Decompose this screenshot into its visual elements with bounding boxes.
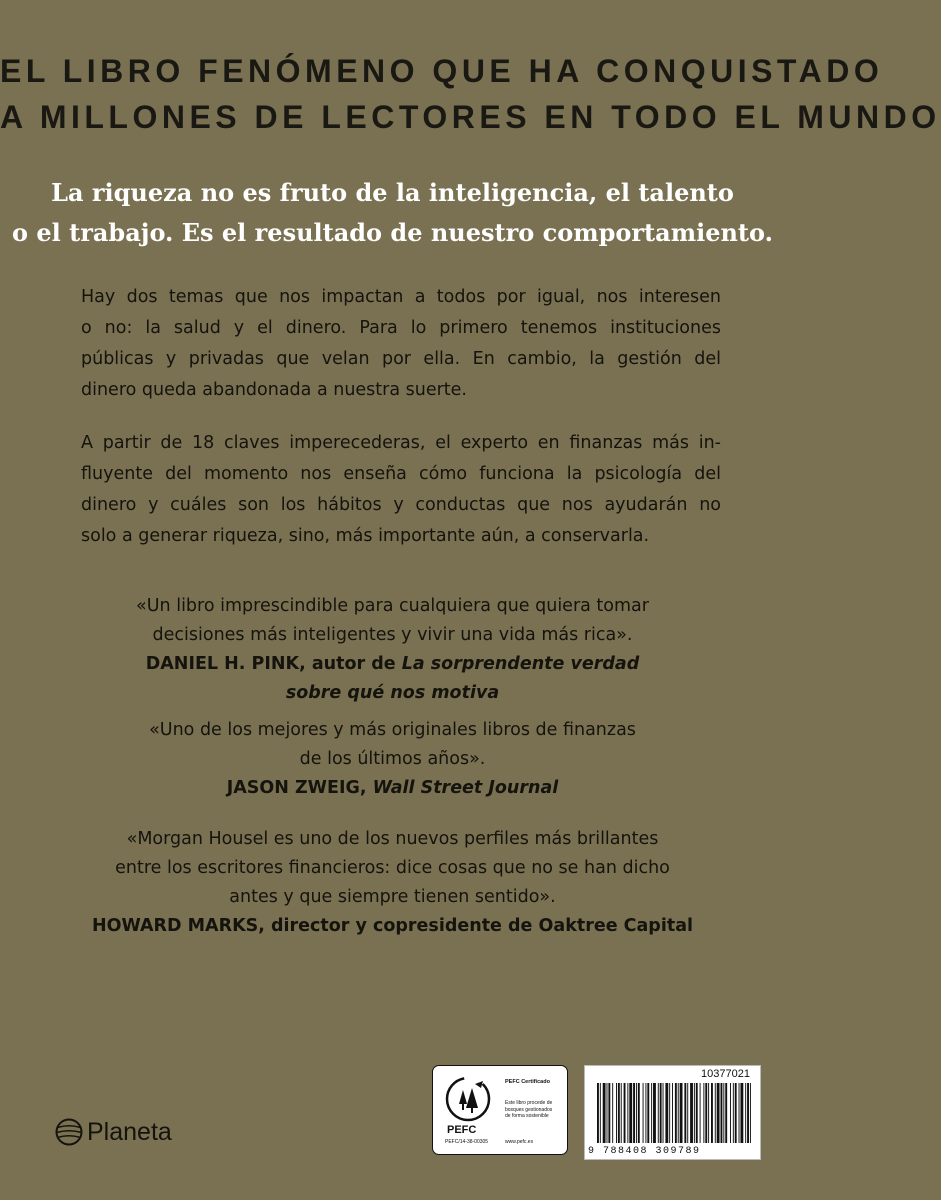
barcode-bar [705, 1083, 707, 1143]
quote-line: «Morgan Housel es uno de los nuevos perfiles más brillantes [126, 829, 659, 849]
barcode-bar [627, 1083, 628, 1143]
publisher-name: Planeta [87, 1117, 172, 1146]
barcode-bar [694, 1083, 695, 1143]
barcode-bar [725, 1083, 727, 1143]
headline-line-1: EL LIBRO FENÓMENO QUE HA CONQUISTADO [0, 53, 884, 89]
barcode-bar [740, 1083, 743, 1143]
quote-line: de los últimos años». [299, 749, 486, 769]
planeta-globe-icon [54, 1117, 84, 1147]
barcode-bar [663, 1083, 664, 1143]
pefc-desc-line: de forma sostenible [505, 1113, 549, 1119]
barcode-bar [747, 1083, 749, 1143]
barcode-bar [672, 1083, 673, 1143]
barcode-bar [629, 1083, 632, 1143]
paragraph-2 [81, 428, 721, 552]
author-work: La sorprendente verdad [401, 654, 640, 674]
barcode-bar [636, 1083, 637, 1143]
barcode-bar [717, 1083, 720, 1143]
subheadline-line-2: o el trabajo. Es el resultado de nuestro comportamiento. [12, 218, 773, 247]
paragraph-line: dinero queda abandonada a nuestra suerte. [81, 380, 467, 400]
barcode-bar [690, 1083, 693, 1143]
barcode-bar [723, 1083, 724, 1143]
barcode-bar [703, 1083, 704, 1143]
paragraph-1 [81, 282, 721, 406]
barcode-bar [708, 1083, 709, 1143]
quote-author [40, 912, 745, 941]
quote-line: «Uno de los mejores y más originales libros de finanzas [149, 720, 636, 740]
pefc-title: PEFC Certificado [505, 1079, 550, 1085]
paragraph-line: solo a generar riqueza, sino, más importante aún, a conservarla. [81, 526, 650, 546]
barcode-bar [645, 1083, 646, 1143]
barcode-bar [687, 1083, 688, 1143]
headline [0, 48, 941, 140]
barcode-bar [651, 1083, 652, 1143]
author-work: Wall Street Journal [372, 778, 559, 798]
barcode-bar [643, 1083, 644, 1143]
subheadline [0, 173, 785, 253]
paragraph-line: A partir de 18 claves imperecederas, el experto en finanzas más in- [81, 433, 721, 453]
barcode-bars [597, 1083, 752, 1143]
paragraph-line: Hay dos temas que nos impactan a todos por igual, nos interesen [81, 287, 721, 307]
author-name: HOWARD MARKS [91, 916, 259, 936]
headline-line-2: A MILLONES DE LECTORES EN TODO EL MUNDO [0, 99, 941, 135]
barcode-bar [616, 1083, 617, 1143]
barcode-bar [680, 1083, 683, 1143]
pefc-certification-label [432, 1065, 568, 1155]
quote-line: antes y que siempre tienen sentido». [229, 887, 556, 907]
author-name: JASON ZWEIG [226, 778, 360, 798]
isbn-barcode [584, 1065, 761, 1160]
barcode-isbn: 9 788408 309789 [588, 1146, 701, 1157]
barcode-bar [721, 1083, 723, 1143]
subheadline-line-1: La riqueza no es fruto de la inteligencia, el talento [51, 178, 734, 207]
barcode-bar [624, 1083, 626, 1143]
paragraph-line: o no: la salud y el dinero. Para lo primero tenemos instituciones [81, 318, 721, 338]
barcode-bar [618, 1083, 620, 1143]
barcode-bar [700, 1083, 701, 1143]
quote-author [40, 774, 745, 803]
quote-author-work-cont [40, 679, 745, 708]
quote-author [40, 650, 745, 679]
publisher-logo [54, 1117, 172, 1147]
barcode-bar [603, 1083, 606, 1143]
barcode-bar [733, 1083, 734, 1143]
barcode-bar [735, 1083, 737, 1143]
barcode-bar [678, 1083, 679, 1143]
author-name: DANIEL H. PINK [145, 654, 300, 674]
author-work: sobre qué nos motiva [285, 683, 500, 703]
author-role: , autor de [299, 654, 402, 674]
barcode-bar [597, 1083, 599, 1143]
pefc-desc-line: Este libro procede de [505, 1100, 553, 1106]
barcode-bar [715, 1083, 716, 1143]
barcode-bar [660, 1083, 662, 1143]
quote-pink [40, 592, 745, 708]
barcode-bar [621, 1083, 622, 1143]
barcode-bar [647, 1083, 649, 1143]
quote-zweig [40, 716, 745, 803]
barcode-bar [638, 1083, 640, 1143]
paragraph-line: fluyente del momento nos enseña cómo funciona la psicología del [81, 464, 721, 484]
pefc-website: www.pefc.es [505, 1139, 534, 1145]
quote-marks [40, 825, 745, 941]
quote-line: decisiones más inteligentes y vivir una vida más rica». [152, 625, 633, 645]
barcode-bar [675, 1083, 677, 1143]
barcode-bar [730, 1083, 731, 1143]
barcode-bar [665, 1083, 668, 1143]
paragraph-line: públicas y privadas que velan por ella. En cambio, la gestión del [81, 349, 721, 369]
quote-line: entre los escritores financieros: dice cosas que no se han dicho [115, 858, 670, 878]
barcode-bar [684, 1083, 686, 1143]
author-role: , [359, 778, 373, 798]
barcode-bar [739, 1083, 740, 1143]
barcode-bar [696, 1083, 698, 1143]
barcode-bar [607, 1083, 608, 1143]
barcode-bar [633, 1083, 635, 1143]
paragraph-line: dinero y cuáles son los hábitos y conductas que nos ayudarán no [81, 495, 721, 515]
pefc-brand: PEFC [447, 1124, 477, 1136]
quote-line: «Un libro imprescindible para cualquiera que quiera tomar [136, 596, 649, 616]
barcode-bar [745, 1083, 746, 1143]
author-role: , director y copresidente de Oaktree Capital [258, 916, 694, 936]
pefc-tree-icon [445, 1076, 491, 1122]
barcode-bar [750, 1083, 751, 1143]
pefc-desc-line: bosques gestionados [505, 1106, 553, 1113]
pefc-code: PEFC/14-38-00305 [445, 1139, 489, 1145]
barcode-bar [669, 1083, 670, 1143]
barcode-bar [600, 1083, 601, 1143]
barcode-code: 10377021 [701, 1068, 750, 1080]
barcode-bar [658, 1083, 659, 1143]
barcode-bar [711, 1083, 713, 1143]
barcode-bar [653, 1083, 656, 1143]
barcode-bar [608, 1083, 610, 1143]
pefc-description [505, 1100, 552, 1120]
barcode-bar [612, 1083, 613, 1143]
